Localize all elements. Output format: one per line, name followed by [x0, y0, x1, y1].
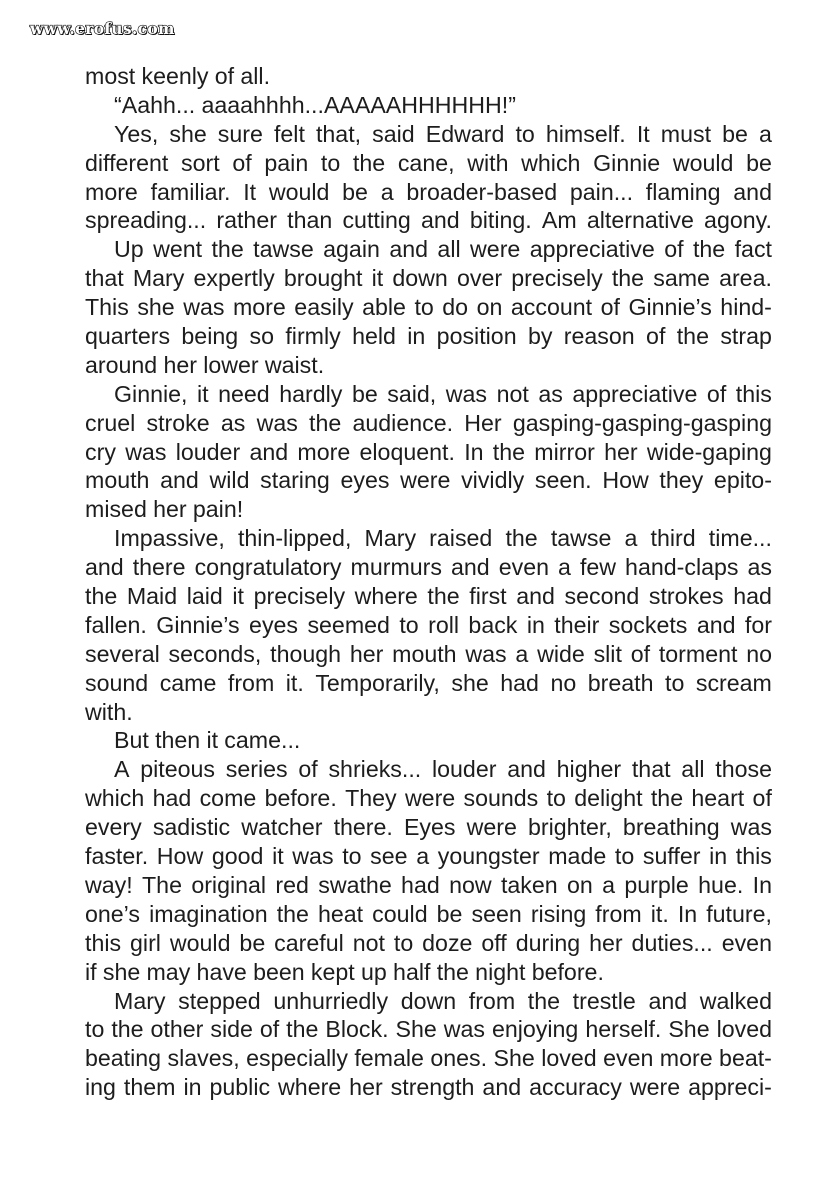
- text-line: sound came from it. Temporarily, she had no breath to scream: [85, 669, 772, 696]
- text-line: with.: [85, 698, 133, 725]
- text-line: different sort of pain to the cane, with which Ginnie would be: [85, 149, 772, 176]
- text-line: every sadistic watcher there. Eyes were brighter, breathing was: [85, 814, 772, 841]
- text-line: most keenly of all.: [85, 63, 271, 89]
- text-line: to the other side of the Block. She was enjoying herself. She loved: [85, 1016, 772, 1043]
- text-line: Mary stepped unhurriedly down from the trestle and walked: [114, 987, 772, 1014]
- text-line: mised her pain!: [85, 496, 244, 523]
- text-line: if she may have been kept up half the night before.: [85, 958, 604, 985]
- text-line: fallen. Ginnie’s eyes seemed to roll back in their sockets and for: [85, 611, 772, 638]
- site-watermark: www.erofus.com: [30, 19, 175, 38]
- text-line: But then it came...: [114, 727, 301, 754]
- text-line: Ginnie, it need hardly be said, was not as appreciative of this: [114, 380, 772, 407]
- text-line: quarters being so firmly held in position by reason of the strap: [85, 323, 772, 350]
- text-line: the Maid laid it precisely where the first and second strokes had: [85, 583, 772, 610]
- text-line: faster. How good it was to see a youngster made to suffer in this: [85, 843, 772, 870]
- text-line: more familiar. It would be a broader-based pain... flaming and: [85, 178, 772, 205]
- text-line: around her lower waist.: [85, 351, 325, 378]
- text-line: this girl would be careful not to doze off during her duties... even: [85, 929, 772, 956]
- text-line: beating slaves, especially female ones. She loved even more beat-: [85, 1045, 772, 1072]
- text-line: ing them in public where her strength and accuracy were appreci-: [85, 1074, 772, 1101]
- text-line: cry was louder and more eloquent. In the mirror her wide-gaping: [85, 438, 772, 465]
- text-line: A piteous series of shrieks... louder and higher that all those: [114, 756, 772, 783]
- text-line: that Mary expertly brought it down over precisely the same area.: [85, 265, 772, 292]
- text-line: “Aahh... aaaahhhh...AAAAAHHHHHH!”: [114, 91, 516, 118]
- text-line: Up went the tawse again and all were appreciative of the fact: [114, 236, 772, 263]
- text-line: Impassive, thin-lipped, Mary raised the tawse a third time...: [114, 525, 772, 552]
- text-line: spreading... rather than cutting and biting. Am alternative agony.: [85, 207, 772, 234]
- text-line: Yes, she sure felt that, said Edward to himself. It must be a: [114, 120, 772, 147]
- text-line: which had come before. They were sounds to delight the heart of: [85, 785, 772, 812]
- text-line: and there congratulatory murmurs and even a few hand-claps as: [85, 554, 772, 581]
- text-line: one’s imagination the heat could be seen rising from it. In future,: [85, 900, 772, 927]
- text-line: way! The original red swathe had now taken on a purple hue. In: [85, 871, 772, 898]
- text-line: mouth and wild staring eyes were vividly seen. How they epito-: [85, 467, 772, 494]
- text-line: This she was more easily able to do on account of Ginnie’s hind-: [85, 294, 772, 321]
- text-line: several seconds, though her mouth was a wide slit of torment no: [85, 640, 772, 667]
- book-page-body: [85, 62, 772, 1102]
- text-line: cruel stroke as was the audience. Her gasping-gasping-gasping: [85, 409, 772, 436]
